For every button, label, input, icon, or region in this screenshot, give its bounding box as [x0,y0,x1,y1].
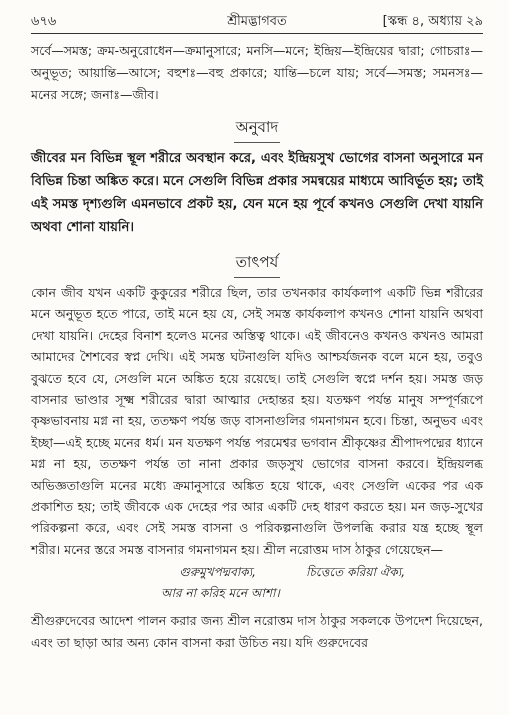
synonyms-paragraph: সর্বে—সমস্ত; ক্রম-অনুরোধেন—ক্রমানুসারে; মনসি—মনে; ইন্দ্রিয়—ইন্দ্রিয়ের দ্বারা; গোচরাঃ—অনুভূত; আয়ান্তি—আসে; বহুশঃ—বহু প্রকারে; যান্তি—চলে যায়; সর্বে—সমস্ত; সমনসঃ—মনের সঙ্গে; জনাঃ—জীব। [31,43,483,102]
verse-line-1a: গুরুমুখপদ্মবাক্য, [179,565,256,580]
header-rule [31,33,483,34]
chapter-reference: [স্কন্ধ ৪, অধ্যায় ২৯ [382,14,483,29]
content [31,40,483,653]
purport-paragraph-2: শ্রীগুরুদেবের আদেশ পালন করার জন্য শ্রীল নরোত্তম দাস ঠাকুর সকলকে উপদেশ দিয়েছেন, এবং তা ছাড়া আর অন্য কোন বাসনা করা উচিত নয়। যদি গুরুদেবের [31,613,483,650]
running-header [31,12,483,32]
book-title: শ্রীমদ্ভাগবত [227,14,287,29]
verse-quote [31,562,483,604]
translation-heading: অনুবাদ [31,116,483,143]
purport-paragraph: কোন জীব যখন একটি কুকুরের শরীরে ছিল, তার তখনকার কার্যকলাপ একটি ভিন্ন শরীরের মনে অনুভূত হতে পারে, তাই মনে হয় যে, সেই সমস্ত কার্যকলাপ কখনও শোনা যায়নি অথবা দেখা যায়নি। দেহের বিনাশ হলেও মনের অস্তিত্ব থাকে। এই জীবনেও কখনও কখনও আমরা আমাদের শৈশবের স্বপ্ন দেখি। এই সমস্ত ঘটনাগুলি যদিও আশ্চর্যজনক বলে মনে হয়, তবুও বুঝতে হবে যে, সেগুলি মনে অঙ্কিত হয়ে রয়েছে। তাই সেগুলি স্বপ্নে দর্শন হয়। সমস্ত জড় বাসনার ভাণ্ডার সূক্ষ্ম শরীরের দ্বারা আত্মার দেহান্তর হয়। যতক্ষণ পর্যন্ত মানুষ সম্পূর্ণরূপে কৃষ্ণভাবনায় মগ্ন না হয়, ততক্ষণ পর্যন্ত জড় বাসনাগুলির গমনাগমন হবে। চিন্তা, অনুভব এবং ইচ্ছা—এই হচ্ছে মনের ধর্ম। মন যতক্ষণ পর্যন্ত পরমেশ্বর ভগবান শ্রীকৃষ্ণের শ্রীপাদপদ্মের ধ্যানে মগ্ন না হয়, ততক্ষণ পর্যন্ত তা নানা প্রকার জড়সুখ ভোগের বাসনা করবে। ইন্দ্রিয়লব্ধ অভিজ্ঞতাগুলি মনের মধ্যে ক্রমানুসারে অঙ্কিত হয়ে থাকে, এবং সেগুলি একের পর এক প্রকাশিত হয়; তাই জীবকে এক দেহের পর আর একটি দেহ ধারণ করতে হয়। মন জড়-সুখের পরিকল্পনা করে, এবং সেই সমস্ত বাসনা ও পরিকল্পনাগুলি উপলব্ধি করার যন্ত্র হচ্ছে স্থূল শরীর। মনের স্তরে সমস্ত বাসনার গমনাগমন হয়। শ্রীল নরোত্তম দাস ঠাকুর গেয়েছেন— [31,285,483,557]
verse-line-2: আর না করিহ মনে আশা। [161,586,280,601]
verse-line-1b: চিত্তেতে করিয়া ঐক্য, [306,565,406,580]
purport-heading: তাৎপর্য [31,251,483,278]
translation-paragraph: জীবের মন বিভিন্ন স্থূল শরীরে অবস্থান করে, এবং ইন্দ্রিয়সুখ ভোগের বাসনা অনুসারে মন বিভিন্ন চিন্তা অঙ্কিত করে। মনে সেগুলি বিভিন্ন প্রকার সমন্বয়ের মাধ্যমে আবির্ভূত হয়; তাই এই সমস্ত দৃশ্যগুলি এমনভাবে প্রকট হয়, যেন মনে হয় পূর্বে কখনও সেগুলি দেখা যায়নি অথবা শোনা যায়নি। [31,151,483,235]
page-number: ৬৭৬ [31,14,57,29]
